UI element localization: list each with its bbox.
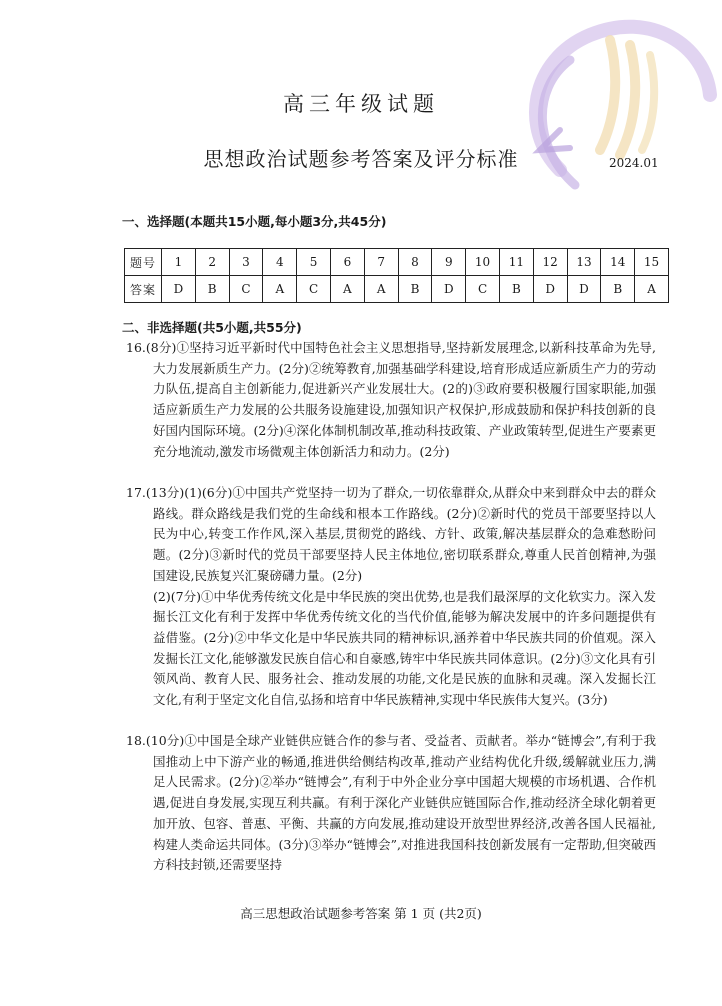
question-17-answer (126, 483, 656, 711)
question-number: 9 (432, 249, 466, 276)
answer-cell: D (432, 276, 466, 303)
answer-cell: C (229, 276, 263, 303)
row-label-number: 题号 (125, 249, 162, 276)
question-number: 3 (229, 249, 263, 276)
question-16-answer (126, 338, 656, 462)
question-number-row (125, 249, 669, 276)
answer-cell: A (364, 276, 398, 303)
page-title: 高三年级试题 (283, 92, 439, 116)
answer-cell: B (195, 276, 229, 303)
answer-cell: A (330, 276, 364, 303)
question-number: 5 (297, 249, 331, 276)
answer-cell: A (263, 276, 297, 303)
page-footer: 高三思想政治试题参考答案 第 1 页 (共2页) (240, 906, 482, 921)
answer-cell: C (297, 276, 331, 303)
question-number: 13 (567, 249, 601, 276)
question-number: 6 (330, 249, 364, 276)
question-number: 7 (364, 249, 398, 276)
question-number: 4 (263, 249, 297, 276)
answer-cell: A (635, 276, 669, 303)
section2-heading: 二、非选择题(共5小题,共55分) (122, 320, 302, 335)
answer-row (125, 276, 669, 303)
answer-cell: B (398, 276, 432, 303)
answer-cell: D (567, 276, 601, 303)
question-number: 12 (533, 249, 567, 276)
question-number: 1 (162, 249, 196, 276)
row-label-answer: 答案 (125, 276, 162, 303)
question-number: 11 (499, 249, 533, 276)
q16-text: 16.(8分)①坚持习近平新时代中国特色社会主义思想指导,坚持新发展理念,以新科技革命为先导,大力发展新质生产力。(2分)②统筹教育,加强基础学科建设,培育形成适应新质生产力的劳动力队伍,提高自主创新能力,促进新兴产业发展壮大。(2的)③政府要积极履行国家职能,加强适应新质生产力发展的公共服务设施建设,加强知识产权保护,形成鼓励和保护科技创新的良好国内国际环境。(2分)④深化体制机制改革,推动科技政策、产业政策转型,促进生产要素更充分地流动,激发市场微观主体创新活力和动力。(2分) (126, 340, 656, 459)
section1-heading: 一、选择题(本题共15小题,每小题3分,共45分) (122, 214, 387, 229)
answer-cell: C (466, 276, 500, 303)
question-number: 15 (635, 249, 669, 276)
question-18-answer (126, 731, 656, 876)
question-number: 2 (195, 249, 229, 276)
answer-table (124, 248, 669, 303)
answer-cell: D (162, 276, 196, 303)
answer-cell: B (499, 276, 533, 303)
exam-date: 2024.01 (609, 156, 659, 170)
q17-part2-text: (2)(7分)①中华优秀传统文化是中华民族的突出优势,也是我们最深厚的文化软实力。深入发掘长江文化有利于发挥中华优秀传统文化的当代价值,能够为解决发展中的许多问题提供有益借鉴。(2分)②中华文化是中华民族共同的精神标识,涵养着中华民族共同的价值观。深入发掘长江文化,能够激发民族自信心和自豪感,铸牢中华民族共同体意识。(2分)③文化具有引领风尚、教育人民、服务社会、推动发展的功能,文化是民族的血脉和灵魂。深入发掘长江文化,有利于坚定文化自信,弘扬和培育中华民族精神,实现中华民族伟大复兴。(3分) (153, 588, 656, 708)
question-number: 8 (398, 249, 432, 276)
q17-part1-text: 17.(13分)(1)(6分)①中国共产党坚持一切为了群众,一切依靠群众,从群众中来到群众中去的群众路线。群众路线是我们党的生命线和根本工作路线。(2分)②新时代的党员干部要坚持以人民为中心,转变工作作风,深入基层,贯彻党的路线、方针、政策,解决基层群众的急难愁盼问题。(2分)③新时代的党员干部要坚持人民主体地位,密切联系群众,尊重人民首创精神,为强国建设,民族复兴汇聚磅礴力量。(2分) (126, 485, 656, 583)
answer-cell: B (601, 276, 635, 303)
answer-cell: D (533, 276, 567, 303)
q18-text: 18.(10分)①中国是全球产业链供应链合作的参与者、受益者、贡献者。举办“链博会”,有利于我国推动上中下游产业的畅通,推进供给侧结构改革,推动产业结构优化升级,缓解就业压力,满足人民需求。(2分)②举办“链博会”,有利于中外企业分享中国超大规模的市场机遇、合作机遇,促进自身发展,实现互利共赢。有利于深化产业链供应链国际合作,推动经济全球化朝着更加开放、包容、普惠、平衡、共赢的方向发展,推动建设开放型世界经济,改善各国人民福祉,构建人类命运共同体。(3分)③举办“链博会”,对推进我国科技创新发展有一定帮助,但突破西方科技封锁,还需要坚持 (126, 733, 656, 873)
question-number: 10 (466, 249, 500, 276)
question-number: 14 (601, 249, 635, 276)
page-subtitle: 思想政治试题参考答案及评分标准 (203, 147, 519, 171)
